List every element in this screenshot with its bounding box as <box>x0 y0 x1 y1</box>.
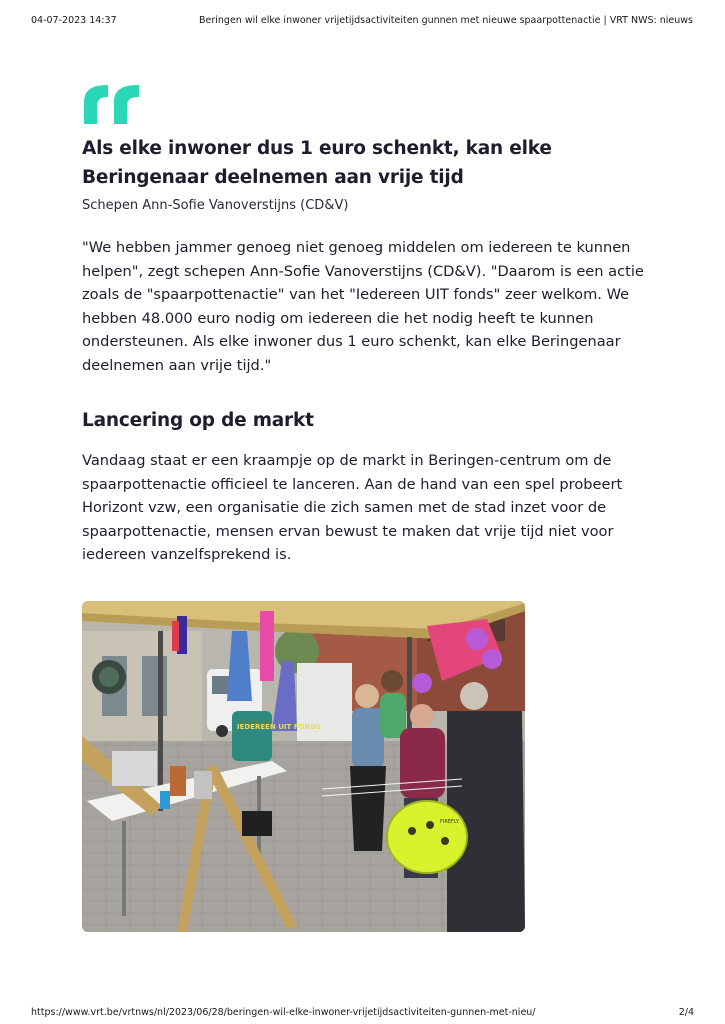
print-datetime: 04-07-2023 14:37 <box>31 15 117 26</box>
article-photo <box>82 601 525 932</box>
section-heading: Lancering op de markt <box>82 410 314 431</box>
print-document-title: Beringen wil elke inwoner vrijetijdsactiviteiten gunnen met nieuwe spaarpottenactie | VRT NWS: nieuws <box>199 15 693 26</box>
quote-attribution: Schepen Ann-Sofie Vanoverstijns (CD&V) <box>82 198 349 213</box>
print-url: https://www.vrt.be/vrtnws/nl/2023/06/28/beringen-wil-elke-inwoner-vrijetijdsactiviteiten-gunnen-met-nieu/ <box>31 1007 536 1018</box>
paragraph-1: "We hebben jammer genoeg niet genoeg middelen om iedereen te kunnen helpen", zegt schepen Ann-Sofie Vanoverstijns (CD&V). "Daarom is een actie zoals de "spaarpottenactie" van het "Iedereen UIT fonds" zeer welkom. We hebben 48.000 euro nodig om iedereen die het nodig heeft te kunnen ondersteunen. Als elke inwoner dus 1 euro schenkt, kan elke Beringenaar deelnemen aan vrije tijd." <box>82 239 644 374</box>
market-stall-illustration <box>82 601 525 932</box>
page-number: 2/4 <box>678 1007 694 1018</box>
helmet-brand: FIREFLY <box>440 819 460 825</box>
banner-text: IEDEREEN UIT FONDS <box>237 723 322 731</box>
paragraph-2: Vandaag staat er een kraampje op de markt in Beringen-centrum om de spaarpottenactie officieel te lanceren. Aan de hand van een spel probeert Horizont vzw, een organisatie die zich samen met de stad inzet voor de spaarpottenactie, mensen ervan bewust te maken dat vrije tijd niet voor iedereen vanzelfsprekend is. <box>82 452 623 563</box>
quote-icon <box>82 84 142 126</box>
quote-title: Als elke inwoner dus 1 euro schenkt, kan elke Beringenaar deelnemen aan vrije tijd <box>82 138 552 188</box>
